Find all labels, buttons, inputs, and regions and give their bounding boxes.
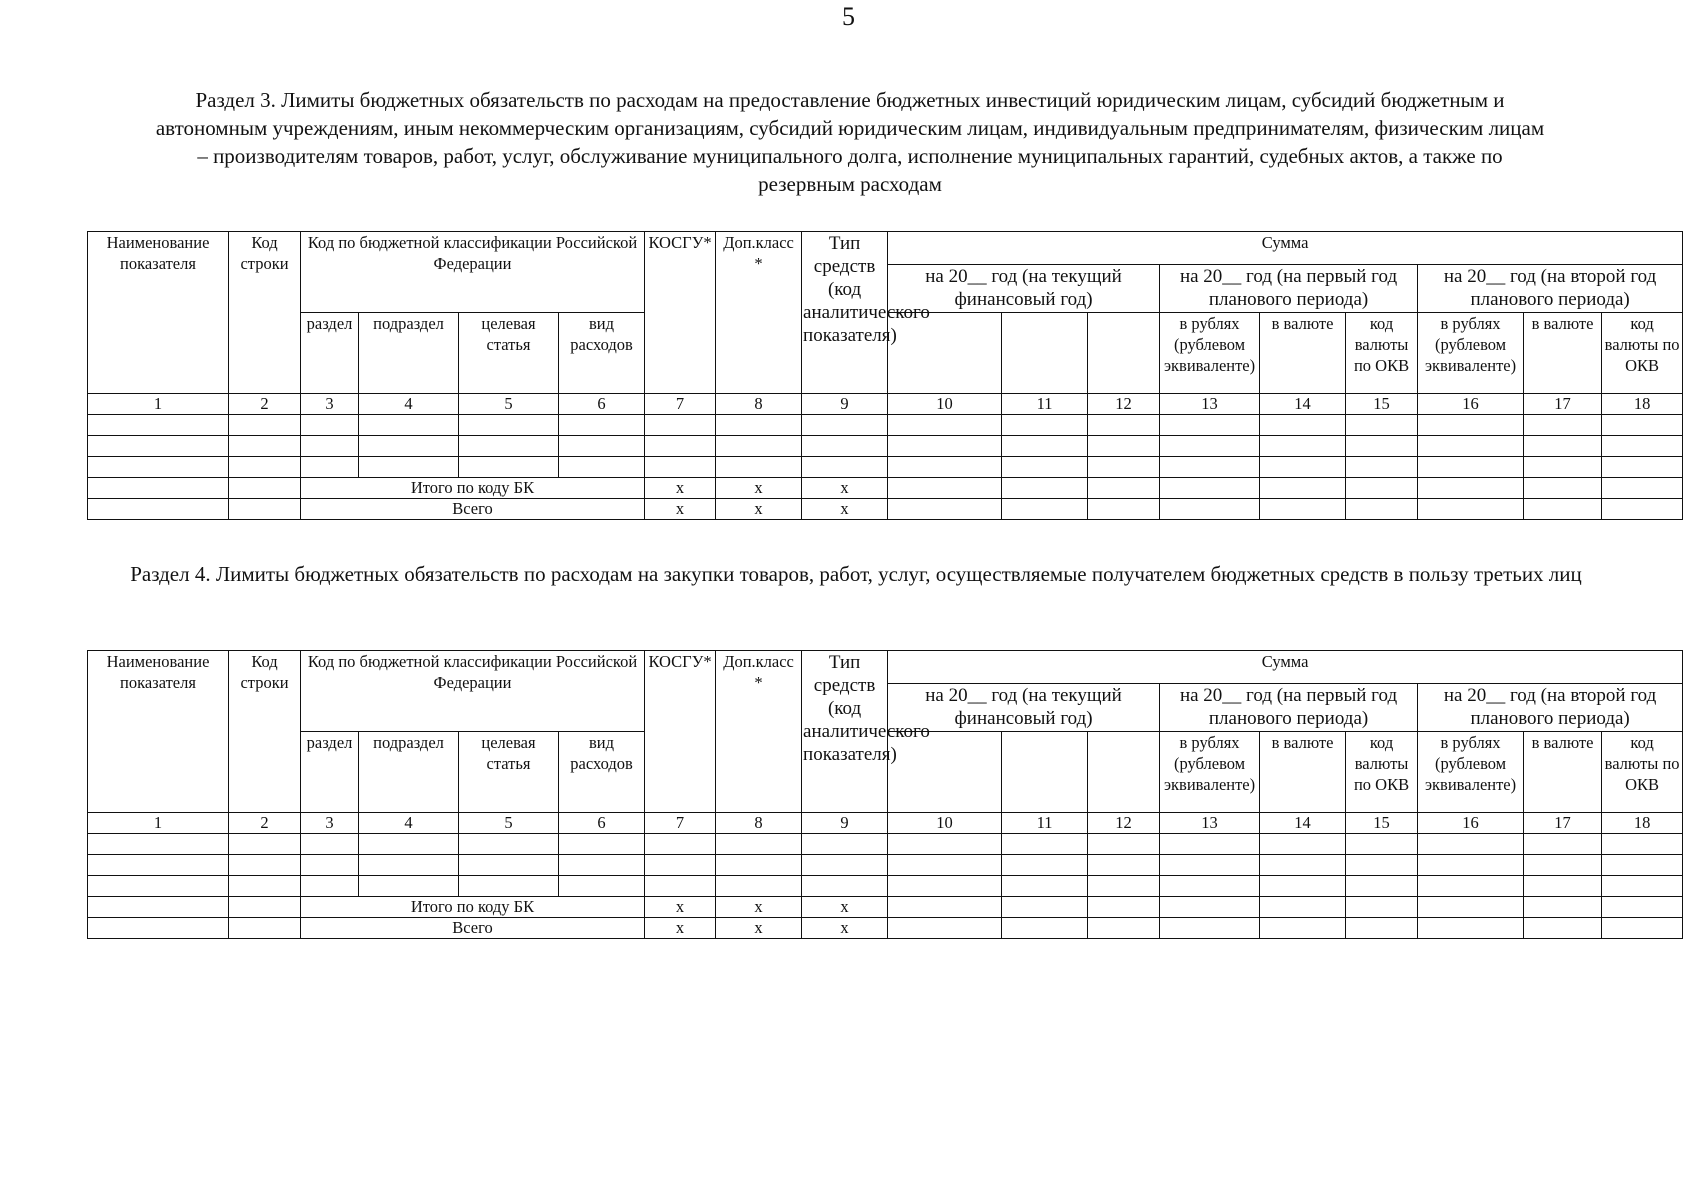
x-mark: x: [716, 918, 802, 939]
column-number: 10: [888, 394, 1002, 415]
column-number: 3: [301, 813, 359, 834]
page-number: 5: [842, 2, 855, 31]
table-row: [88, 855, 1683, 876]
column-number: 6: [559, 813, 645, 834]
column-numbers-row: [88, 394, 1683, 415]
header-second-val: в валюте: [1524, 313, 1602, 394]
x-mark: x: [802, 499, 888, 520]
header-vid: вид расходов: [559, 313, 645, 394]
vsego-row: [88, 499, 1683, 520]
vsego-label: Всего: [301, 918, 645, 939]
table-row: [88, 457, 1683, 478]
column-numbers-row: [88, 813, 1683, 834]
header-tselevaya: целевая статья: [459, 732, 559, 813]
header-current-1: [888, 313, 1002, 394]
header-name: Наименование показателя: [88, 651, 229, 813]
section-4-title: Раздел 4. Лимиты бюджетных обязательств по расходам на закупки товаров, работ, услуг, осуществляемые получателем бюджетных средств в пользу третьих лиц: [130, 562, 1582, 586]
column-number: 11: [1002, 394, 1088, 415]
header-first-val: в валюте: [1260, 732, 1346, 813]
x-mark: x: [716, 499, 802, 520]
header-first-okv: код валюты по ОКВ: [1346, 732, 1418, 813]
column-number: 17: [1524, 813, 1602, 834]
column-number: 15: [1346, 813, 1418, 834]
column-number: 16: [1418, 394, 1524, 415]
header-year-current: на 20__ год (на текущий финансовый год): [888, 265, 1160, 313]
header-dop-class: Доп.класс *: [716, 232, 802, 394]
header-second-rub: в рублях (рублевом эквиваленте): [1418, 313, 1524, 394]
header-tselevaya: целевая статья: [459, 313, 559, 394]
header-current-3: [1088, 313, 1160, 394]
header-year-second: на 20__ год (на второй год планового периода): [1418, 684, 1683, 732]
header-current-2: [1002, 732, 1088, 813]
x-mark: x: [645, 897, 716, 918]
x-mark: x: [645, 499, 716, 520]
column-number: 4: [359, 813, 459, 834]
x-mark: x: [645, 918, 716, 939]
x-mark: x: [645, 478, 716, 499]
header-first-rub: в рублях (рублевом эквиваленте): [1160, 732, 1260, 813]
header-first-val: в валюте: [1260, 313, 1346, 394]
header-name: Наименование показателя: [88, 232, 229, 394]
section-3-title: Раздел 3. Лимиты бюджетных обязательств по расходам на предоставление бюджетных инвестиций юридическим лицам, субсидий бюджетным и автономным учреждениям, иным некоммерческим организациям, субсидий юридическим лицам, индивидуальным предпринимателям, физическим лицам – производителям товаров, работ, услуг, обслуживание муниципального долга, исполнение муниципальных гарантий, судебных актов, а также по резервным расходам: [155, 88, 1545, 196]
header-tip-sredstv: Тип средств (код аналитического показателя): [802, 651, 888, 813]
vsego-label: Всего: [301, 499, 645, 520]
section-4-table: [87, 650, 1683, 939]
header-year-first: на 20__ год (на первый год планового периода): [1160, 684, 1418, 732]
header-razdel: раздел: [301, 313, 359, 394]
header-year-current: на 20__ год (на текущий финансовый год): [888, 684, 1160, 732]
column-number: 14: [1260, 813, 1346, 834]
column-number: 6: [559, 394, 645, 415]
header-second-rub: в рублях (рублевом эквиваленте): [1418, 732, 1524, 813]
column-number: 9: [802, 813, 888, 834]
column-number: 11: [1002, 813, 1088, 834]
header-current-3: [1088, 732, 1160, 813]
header-summa: Сумма: [888, 651, 1683, 684]
column-number: 14: [1260, 394, 1346, 415]
table-row: [88, 436, 1683, 457]
header-podrazdel: подраздел: [359, 313, 459, 394]
header-row-code: Код строки: [229, 651, 301, 813]
table-row: [88, 876, 1683, 897]
column-number: 3: [301, 394, 359, 415]
header-current-1: [888, 732, 1002, 813]
header-bk-code: Код по бюджетной классификации Российской Федерации: [301, 651, 645, 732]
header-year-second: на 20__ год (на второй год планового периода): [1418, 265, 1683, 313]
header-second-val: в валюте: [1524, 732, 1602, 813]
header-row-code: Код строки: [229, 232, 301, 394]
table-row: [88, 834, 1683, 855]
x-mark: x: [716, 478, 802, 499]
x-mark: x: [802, 478, 888, 499]
column-number: 12: [1088, 394, 1160, 415]
column-number: 4: [359, 394, 459, 415]
header-dop-class: Доп.класс *: [716, 651, 802, 813]
itogo-row: [88, 897, 1683, 918]
x-mark: x: [716, 897, 802, 918]
column-number: 18: [1602, 813, 1683, 834]
header-summa: Сумма: [888, 232, 1683, 265]
column-number: 8: [716, 813, 802, 834]
section-3-table: [87, 231, 1683, 520]
header-first-rub: в рублях (рублевом эквиваленте): [1160, 313, 1260, 394]
column-number: 7: [645, 394, 716, 415]
header-year-first: на 20__ год (на первый год планового периода): [1160, 265, 1418, 313]
column-number: 13: [1160, 394, 1260, 415]
column-number: 13: [1160, 813, 1260, 834]
column-number: 1: [88, 813, 229, 834]
column-number: 17: [1524, 394, 1602, 415]
column-number: 18: [1602, 394, 1683, 415]
itogo-label: Итого по коду БК: [301, 478, 645, 499]
x-mark: x: [802, 918, 888, 939]
vsego-row: [88, 918, 1683, 939]
itogo-row: [88, 478, 1683, 499]
table-row: [88, 415, 1683, 436]
header-razdel: раздел: [301, 732, 359, 813]
column-number: 8: [716, 394, 802, 415]
x-mark: x: [802, 897, 888, 918]
column-number: 2: [229, 394, 301, 415]
column-number: 2: [229, 813, 301, 834]
column-number: 15: [1346, 394, 1418, 415]
header-vid: вид расходов: [559, 732, 645, 813]
header-second-okv: код валюты по ОКВ: [1602, 313, 1683, 394]
column-number: 1: [88, 394, 229, 415]
column-number: 9: [802, 394, 888, 415]
header-kosgu: КОСГУ*: [645, 232, 716, 394]
header-kosgu: КОСГУ*: [645, 651, 716, 813]
header-tip-sredstv: Тип средств (код аналитического показателя): [802, 232, 888, 394]
header-current-2: [1002, 313, 1088, 394]
header-first-okv: код валюты по ОКВ: [1346, 313, 1418, 394]
column-number: 7: [645, 813, 716, 834]
column-number: 16: [1418, 813, 1524, 834]
column-number: 12: [1088, 813, 1160, 834]
column-number: 5: [459, 813, 559, 834]
itogo-label: Итого по коду БК: [301, 897, 645, 918]
header-bk-code: Код по бюджетной классификации Российской Федерации: [301, 232, 645, 313]
column-number: 5: [459, 394, 559, 415]
column-number: 10: [888, 813, 1002, 834]
header-second-okv: код валюты по ОКВ: [1602, 732, 1683, 813]
header-podrazdel: подраздел: [359, 732, 459, 813]
